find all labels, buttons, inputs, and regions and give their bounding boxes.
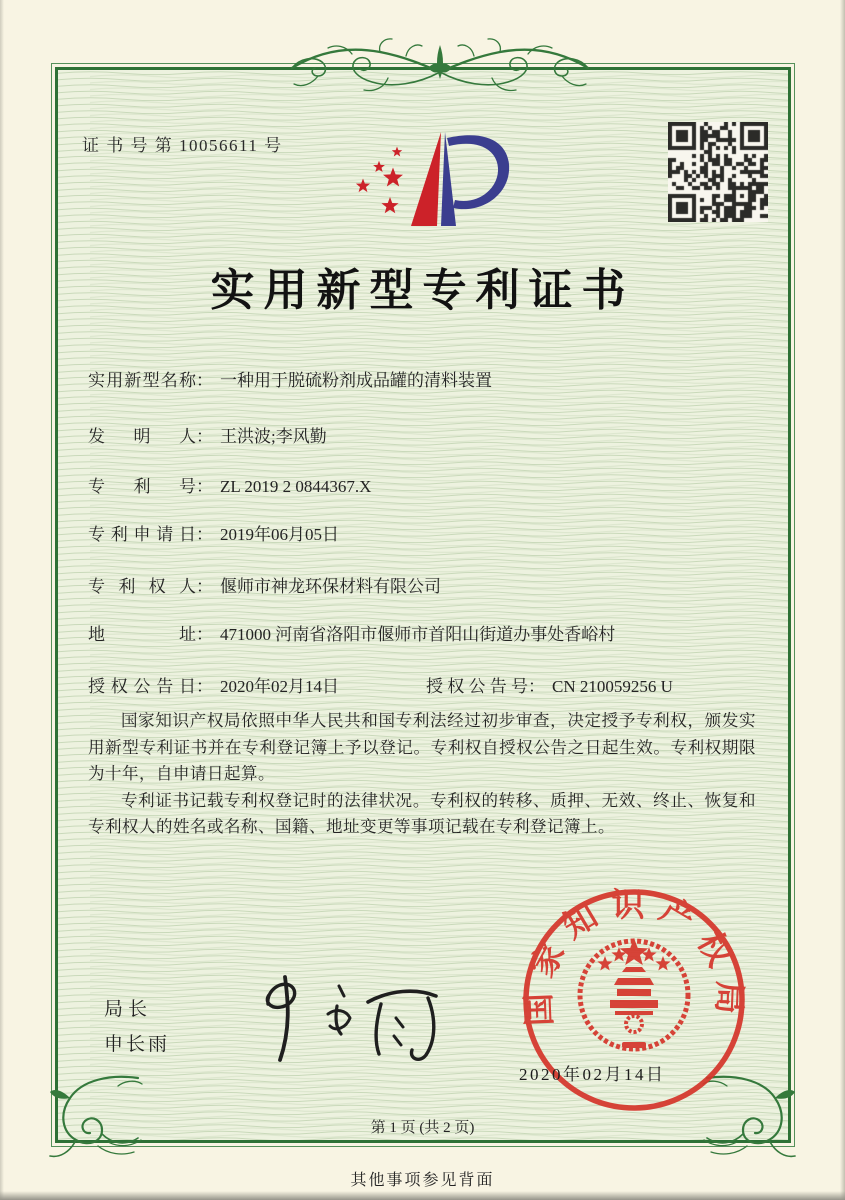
director-name: 申长雨: [104, 1034, 171, 1055]
certificate-number: 证 书 号 第 10056611 号: [82, 136, 283, 155]
scan-edge-bottom: [0, 1191, 845, 1200]
qr-code: [668, 122, 768, 222]
field-value: 偃师市神龙环保材料有限公司: [220, 577, 441, 596]
scan-edge-right: [840, 0, 845, 1200]
field-value: ZL 2019 2 0844367.X: [220, 477, 372, 496]
colon: ：: [196, 677, 213, 696]
paragraph-register-statement: 专利证书记载专利权登记时的法律状况。专利权的转移、质押、无效、终止、恢复和专利权人的姓名或名称、国籍、地址变更等事项记载在专利登记簿上。: [88, 790, 756, 836]
field-label: 地 址: [88, 625, 196, 644]
colon: ：: [196, 371, 213, 390]
dragon-scroll-ornament-top: [288, 32, 592, 98]
colon: ：: [196, 427, 213, 446]
field-inventor: [88, 422, 327, 447]
field-grant-number: [426, 672, 673, 697]
field-address: [88, 620, 615, 645]
field-value: CN 210059256 U: [552, 677, 673, 696]
field-grant-row: [88, 672, 758, 697]
field-patent-number: [88, 472, 371, 497]
colon: ：: [528, 677, 545, 696]
paragraph-grant-statement: 国家知识产权局依照中华人民共和国专利法经过初步审查，决定授予专利权，颁发实用新型专利证书并在专利登记簿上予以登记。专利权自授权公告之日起生效。专利权期限为十年，自申请日起算。: [88, 711, 756, 783]
field-value: 王洪波;李风勤: [220, 427, 327, 446]
field-label: 专 利 权 人: [88, 577, 196, 596]
field-label: 专 利 申 请 日: [88, 525, 196, 544]
director-title: 局长: [104, 999, 153, 1020]
field-label: 发 明 人: [88, 427, 196, 446]
field-invention-name: [88, 366, 492, 391]
field-value: 471000 河南省洛阳市偃师市首阳山街道办事处香峪村: [220, 625, 616, 644]
field-value: 2020年02月14日: [220, 677, 339, 696]
acanthus-corner-flourish-left: [48, 1072, 144, 1164]
field-label: 授 权 公 告 日: [88, 677, 196, 696]
colon: ：: [196, 577, 213, 596]
legal-text: [88, 708, 756, 841]
handwritten-signature: [238, 970, 468, 1066]
seal-date: 2020年02月14日: [519, 1065, 666, 1084]
page-number: 第 1 页 (共 2 页): [370, 1120, 475, 1136]
colon: ：: [196, 625, 213, 644]
field-label: 实 用 新 型 名 称: [88, 371, 196, 390]
field-label: 专 利 号: [88, 477, 196, 496]
field-patentee: [88, 572, 441, 597]
field-value: 2019年06月05日: [220, 525, 339, 544]
svg-text:国家知识产权局: 国家知识产权局: [521, 887, 747, 1027]
certificate-title: 实用新型专利证书: [210, 266, 635, 315]
scan-edge-left: [0, 0, 4, 1200]
field-value: 一种用于脱硫粉剂成品罐的清料装置: [220, 371, 492, 390]
field-label: 授 权 公 告 号: [426, 677, 528, 696]
field-filing-date: [88, 520, 339, 545]
colon: ：: [196, 525, 213, 544]
cnipa-patent-logo-icon: [351, 126, 513, 232]
national-emblem: [580, 938, 688, 1049]
back-side-note: 其他事项参见背面: [350, 1172, 495, 1189]
colon: ：: [196, 477, 213, 496]
